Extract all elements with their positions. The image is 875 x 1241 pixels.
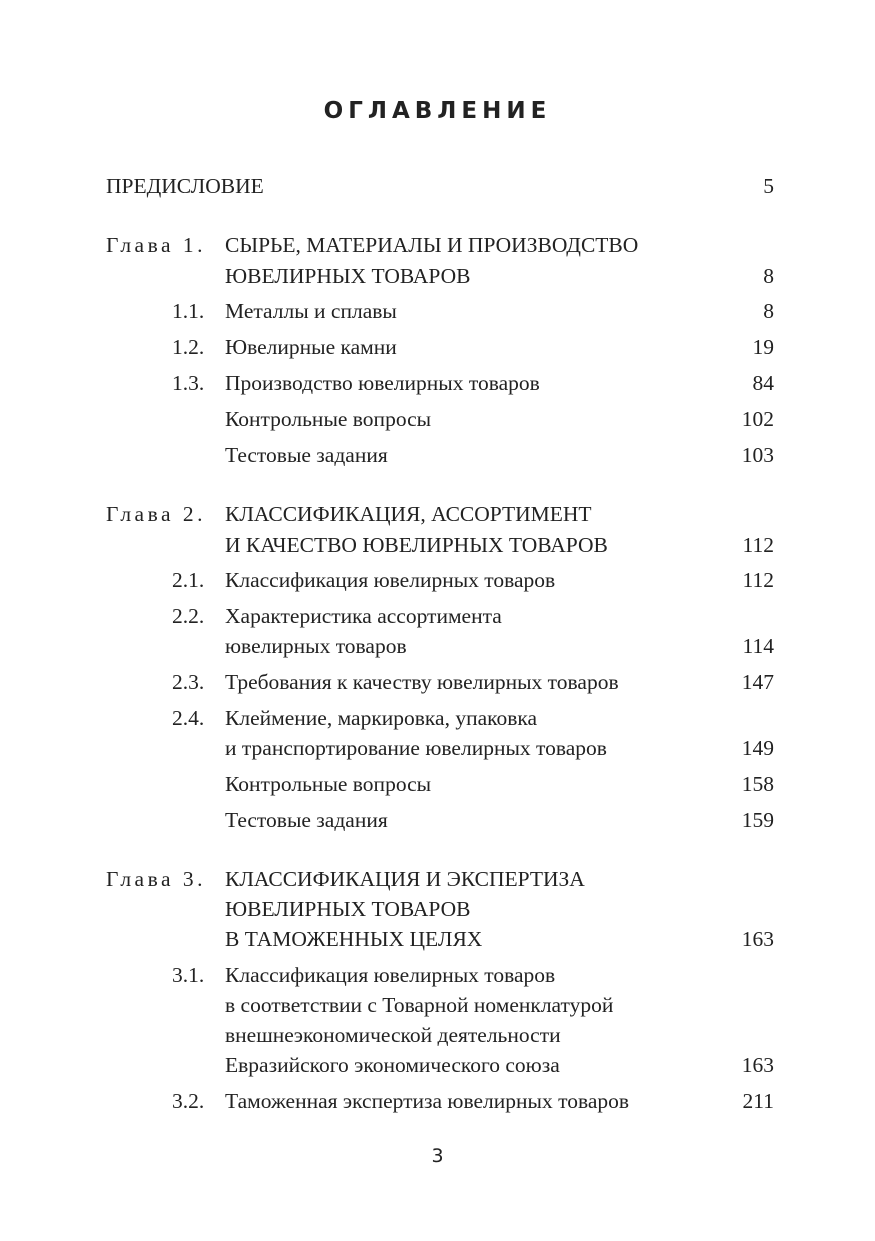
- toc-chapter-1[interactable]: [106, 231, 774, 259]
- section-title: Характеристика ассортимента: [225, 604, 502, 628]
- entry-page: 8: [763, 264, 774, 288]
- section-title: Классификация ювелирных товаров: [225, 568, 556, 592]
- toc-chapter-3-cont-1[interactable]: [225, 895, 774, 923]
- toc-section-3-1-cont-3[interactable]: [225, 1051, 774, 1079]
- toc-test-tasks-1[interactable]: [225, 441, 774, 469]
- section-number: 1.3.: [172, 371, 205, 395]
- toc-test-tasks-2[interactable]: [225, 806, 774, 834]
- toc-section-2-4-cont[interactable]: [225, 734, 774, 762]
- toc-section-2-1[interactable]: [172, 566, 774, 594]
- page-title: ОГЛАВЛЕНИЕ: [323, 98, 552, 124]
- entry-page: 102: [741, 407, 774, 431]
- toc-section-1-3[interactable]: [172, 369, 774, 397]
- chapter-title-cont: ЮВЕЛИРНЫХ ТОВАРОВ: [225, 897, 471, 921]
- entry-title: Тестовые задания: [225, 808, 388, 832]
- toc-section-2-2[interactable]: [172, 602, 774, 630]
- entry-page: 114: [742, 634, 774, 658]
- entry-page: 84: [752, 371, 774, 395]
- entry-title: Тестовые задания: [225, 443, 388, 467]
- toc-section-3-2[interactable]: [172, 1087, 774, 1115]
- toc-section-3-1-cont-1[interactable]: [225, 991, 774, 1019]
- section-number: 2.1.: [172, 568, 205, 592]
- toc-chapter-3-cont-2[interactable]: [225, 925, 774, 953]
- toc-control-questions-1[interactable]: [225, 405, 774, 433]
- section-title: Ювелирные камни: [225, 335, 397, 359]
- section-number: 2.3.: [172, 670, 205, 694]
- chapter-title: СЫРЬЕ, МАТЕРИАЛЫ И ПРОИЗВОДСТВО: [225, 233, 639, 257]
- section-title: Требования к качеству ювелирных товаров: [225, 670, 619, 694]
- section-title: Производство ювелирных товаров: [225, 371, 540, 395]
- entry-page: 149: [741, 736, 774, 760]
- toc-section-3-1-cont-2[interactable]: [225, 1021, 774, 1049]
- entry-page: 163: [741, 1053, 774, 1077]
- toc-chapter-1-cont[interactable]: [225, 262, 774, 290]
- section-number: 2.2.: [172, 604, 205, 628]
- section-number: 2.4.: [172, 706, 205, 730]
- section-title-cont: внешнеэкономической деятельности: [225, 1023, 561, 1047]
- chapter-label: Глава 2.: [106, 502, 206, 526]
- entry-page: 112: [742, 533, 774, 557]
- chapter-title-cont: ЮВЕЛИРНЫХ ТОВАРОВ: [225, 264, 471, 288]
- entry-page: 211: [742, 1089, 774, 1113]
- entry-page: 159: [741, 808, 774, 832]
- chapter-title-cont: И КАЧЕСТВО ЮВЕЛИРНЫХ ТОВАРОВ: [225, 533, 608, 557]
- chapter-title: КЛАССИФИКАЦИЯ И ЭКСПЕРТИЗА: [225, 867, 585, 891]
- toc-chapter-2-cont[interactable]: [225, 531, 774, 559]
- section-title-cont: в соответствии с Товарной номенклатурой: [225, 993, 614, 1017]
- section-number: 3.2.: [172, 1089, 205, 1113]
- toc-section-1-1[interactable]: [172, 297, 774, 325]
- section-title: Металлы и сплавы: [225, 299, 397, 323]
- entry-page: 103: [741, 443, 774, 467]
- section-title-cont: ювелирных товаров: [225, 634, 407, 658]
- toc-section-3-1[interactable]: [172, 961, 774, 989]
- page-number: 3: [431, 1145, 444, 1167]
- section-number: 3.1.: [172, 963, 205, 987]
- entry-title: Контрольные вопросы: [225, 772, 432, 796]
- section-title: Клеймение, маркировка, упаковка: [225, 706, 538, 730]
- toc-chapter-2[interactable]: [106, 500, 774, 528]
- entry-page: 158: [741, 772, 774, 796]
- toc-entry-preface[interactable]: [106, 172, 774, 200]
- toc-section-2-2-cont[interactable]: [225, 632, 774, 660]
- entry-page: 147: [741, 670, 774, 694]
- entry-page: 5: [763, 174, 774, 198]
- toc-section-2-4[interactable]: [172, 704, 774, 732]
- section-number: 1.2.: [172, 335, 205, 359]
- chapter-title-cont: В ТАМОЖЕННЫХ ЦЕЛЯХ: [225, 927, 483, 951]
- toc-section-2-3[interactable]: [172, 668, 774, 696]
- toc-section-1-2[interactable]: [172, 333, 774, 361]
- toc-control-questions-2[interactable]: [225, 770, 774, 798]
- section-title: Таможенная экспертиза ювелирных товаров: [225, 1089, 630, 1113]
- entry-title: Контрольные вопросы: [225, 407, 432, 431]
- chapter-label: Глава 3.: [106, 867, 206, 891]
- entry-page: 163: [741, 927, 774, 951]
- section-title: Классификация ювелирных товаров: [225, 963, 556, 987]
- chapter-label: Глава 1.: [106, 233, 206, 257]
- section-title-cont: и транспортирование ювелирных товаров: [225, 736, 607, 760]
- entry-title: ПРЕДИСЛОВИЕ: [106, 174, 264, 198]
- entry-page: 112: [742, 568, 774, 592]
- entry-page: 8: [763, 299, 774, 323]
- section-number: 1.1.: [172, 299, 205, 323]
- entry-page: 19: [752, 335, 774, 359]
- section-title-cont: Евразийского экономического союза: [225, 1053, 560, 1077]
- toc-chapter-3[interactable]: [106, 865, 774, 893]
- chapter-title: КЛАССИФИКАЦИЯ, АССОРТИМЕНТ: [225, 502, 592, 526]
